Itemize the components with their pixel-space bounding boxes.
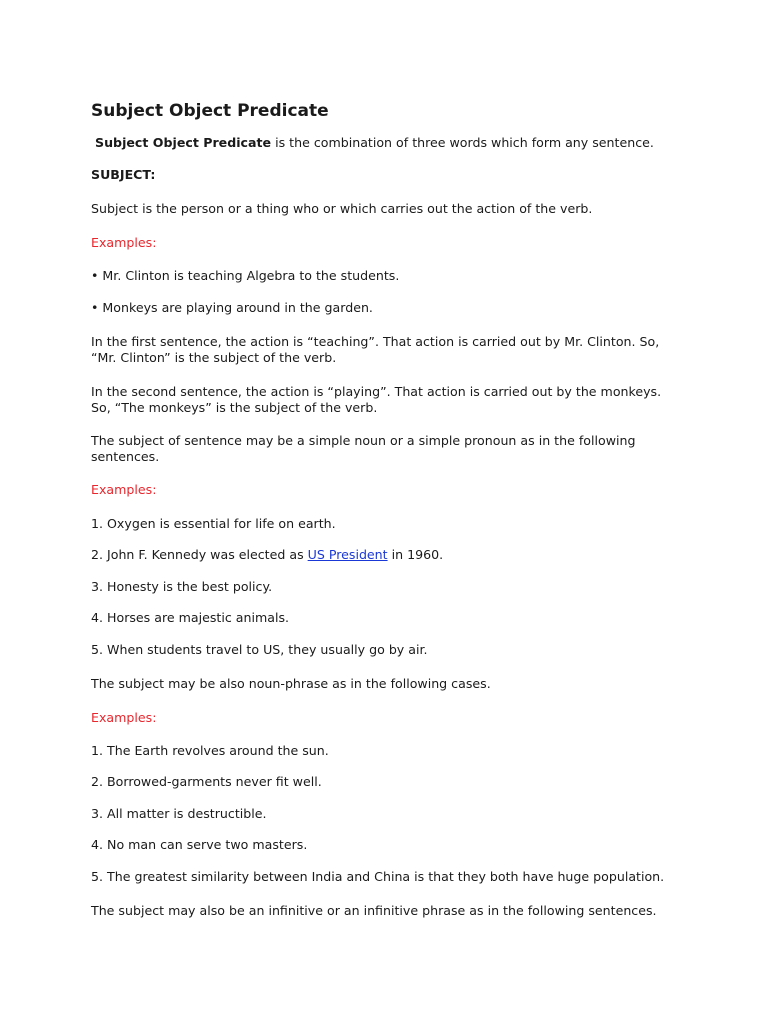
list-item-text: in 1960. bbox=[387, 547, 444, 562]
paragraph-noun-phrase: The subject may be also noun-phrase as in the following cases. bbox=[91, 676, 491, 691]
intro-paragraph bbox=[91, 135, 654, 151]
paragraph-second-sentence: In the second sentence, the action is “playing”. That action is carried out by the monkeys. So, “The monkeys” is the subject of the verb. bbox=[91, 384, 662, 415]
list-item: 5. The greatest similarity between India and China is that they both have huge population. bbox=[91, 869, 665, 884]
page-title: Subject Object Predicate bbox=[91, 101, 329, 121]
list-item: 1. The Earth revolves around the sun. bbox=[91, 743, 329, 758]
list-item: 5. When students travel to US, they usually go by air. bbox=[91, 642, 428, 657]
subject-definition: Subject is the person or a thing who or which carries out the action of the verb. bbox=[91, 201, 593, 216]
list-item: 4. No man can serve two masters. bbox=[91, 837, 308, 852]
paragraph-first-sentence: In the first sentence, the action is “teaching”. That action is carried out by Mr. Clinton. So, “Mr. Clinton” is the subject of the verb. bbox=[91, 334, 660, 365]
list-item bbox=[91, 547, 443, 563]
examples-label: Examples: bbox=[91, 482, 157, 497]
intro-term: Subject Object Predicate bbox=[95, 135, 272, 150]
us-president-link[interactable]: US President bbox=[307, 547, 388, 562]
list-item: 4. Horses are majestic animals. bbox=[91, 610, 290, 625]
list-item: 3. All matter is destructible. bbox=[91, 806, 267, 821]
paragraph-simple-noun: The subject of sentence may be a simple noun or a simple pronoun as in the following sentences. bbox=[91, 433, 636, 464]
list-item-text: 2. John F. Kennedy was elected as bbox=[91, 547, 308, 562]
subject-heading: SUBJECT: bbox=[91, 167, 156, 182]
paragraph-infinitive: The subject may also be an infinitive or an infinitive phrase as in the following sentences. bbox=[91, 903, 657, 918]
bullet-item: • Mr. Clinton is teaching Algebra to the students. bbox=[91, 268, 400, 283]
list-item: 2. Borrowed-garments never fit well. bbox=[91, 774, 322, 789]
examples-label: Examples: bbox=[91, 710, 157, 725]
examples-label: Examples: bbox=[91, 235, 157, 250]
bullet-item: • Monkeys are playing around in the garden. bbox=[91, 300, 373, 315]
list-item: 3. Honesty is the best policy. bbox=[91, 579, 273, 594]
intro-text: is the combination of three words which form any sentence. bbox=[271, 135, 654, 150]
list-item: 1. Oxygen is essential for life on earth. bbox=[91, 516, 336, 531]
